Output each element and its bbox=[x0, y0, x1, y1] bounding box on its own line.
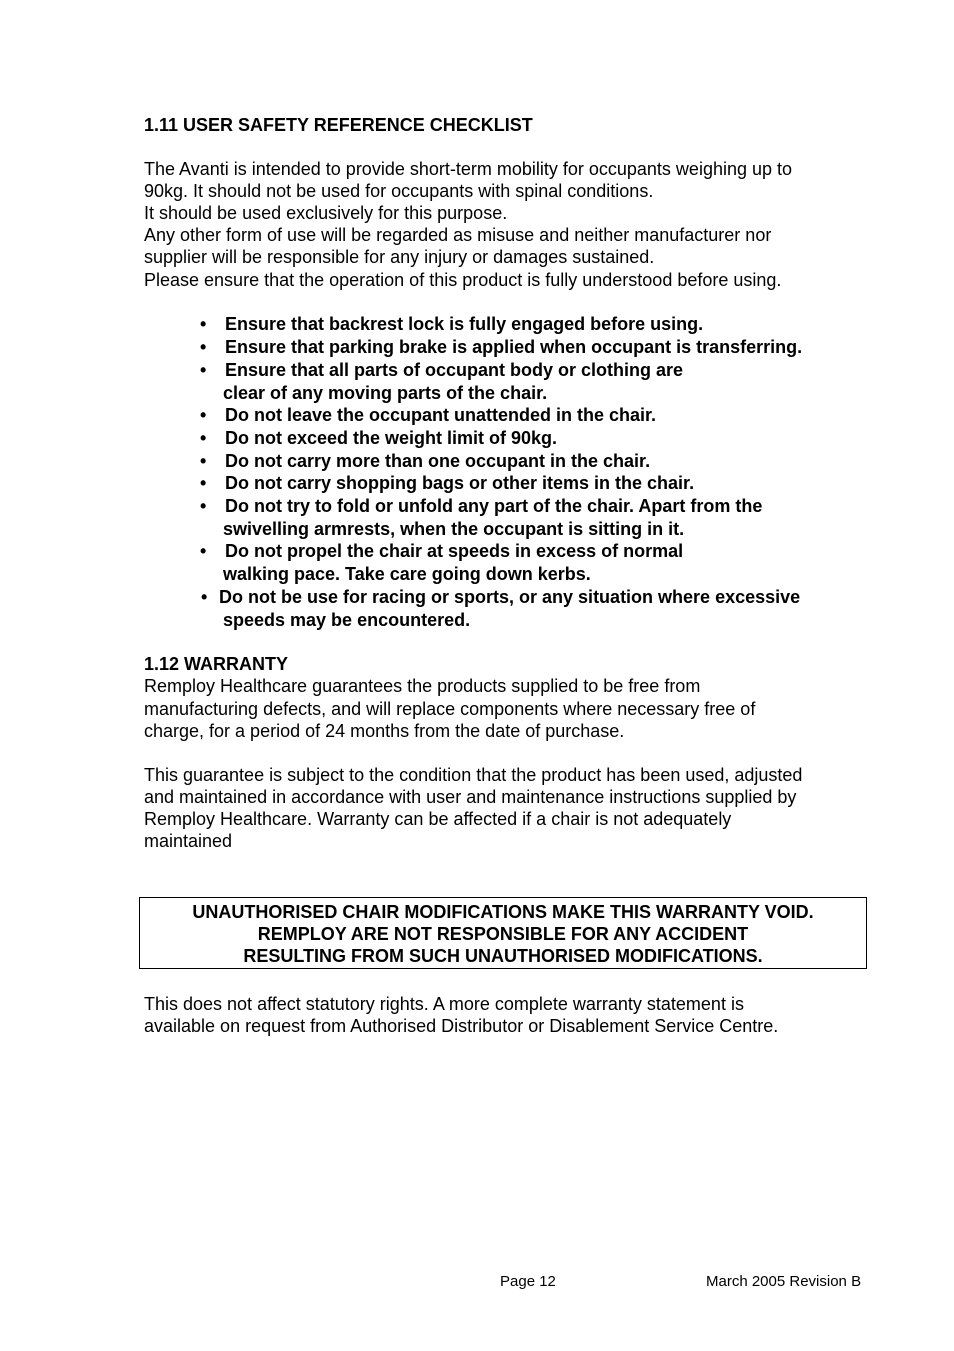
bullet-marker: • bbox=[200, 360, 207, 380]
intro-line: The Avanti is intended to provide short-term mobility for occupants weighing up to bbox=[144, 159, 793, 179]
page-number: Page 12 bbox=[500, 1273, 556, 1290]
checklist-item-continuation: speeds may be encountered. bbox=[223, 610, 471, 630]
revision-label: March 2005 Revision B bbox=[706, 1273, 862, 1290]
checklist-item: Do not carry more than one occupant in the chair. bbox=[225, 451, 651, 471]
intro-line: supplier will be responsible for any injury or damages sustained. bbox=[144, 247, 655, 267]
intro-line: Any other form of use will be regarded as misuse and neither manufacturer nor bbox=[144, 225, 772, 245]
intro-line: 90kg. It should not be used for occupants with spinal conditions. bbox=[144, 181, 654, 201]
bullet-marker: • bbox=[200, 451, 207, 471]
warranty-condition-line: maintained bbox=[144, 831, 233, 851]
bullet-marker: • bbox=[200, 473, 207, 493]
statutory-rights-line: This does not affect statutory rights. A more complete warranty statement is bbox=[144, 994, 744, 1014]
section-heading-safety-checklist: 1.11 USER SAFETY REFERENCE CHECKLIST bbox=[144, 115, 533, 135]
intro-line: Please ensure that the operation of this product is fully understood before using. bbox=[144, 270, 782, 290]
bullet-marker: • bbox=[200, 337, 207, 357]
notice-line: REMPLOY ARE NOT RESPONSIBLE FOR ANY ACCIDENT bbox=[257, 924, 749, 944]
bullet-marker: • bbox=[200, 428, 207, 448]
intro-line: It should be used exclusively for this purpose. bbox=[144, 203, 508, 223]
warranty-paragraph-line: Remploy Healthcare guarantees the products supplied to be free from bbox=[144, 676, 701, 696]
checklist-item: Do not exceed the weight limit of 90kg. bbox=[225, 428, 558, 448]
bullet-marker: • bbox=[200, 496, 207, 516]
bullet-marker: • bbox=[200, 541, 207, 561]
checklist-item: Ensure that all parts of occupant body or clothing are bbox=[225, 360, 684, 380]
warranty-condition-line: Remploy Healthcare. Warranty can be affected if a chair is not adequately bbox=[144, 809, 732, 829]
warranty-paragraph-line: manufacturing defects, and will replace components where necessary free of bbox=[144, 699, 756, 719]
checklist-item: Do not try to fold or unfold any part of the chair. Apart from the bbox=[225, 496, 763, 516]
checklist-item: Ensure that parking brake is applied when occupant is transferring. bbox=[225, 337, 803, 357]
checklist-item-continuation: swivelling armrests, when the occupant is sitting in it. bbox=[223, 519, 685, 539]
warranty-condition-line: and maintained in accordance with user and maintenance instructions supplied by bbox=[144, 787, 797, 807]
statutory-rights-line: available on request from Authorised Distributor or Disablement Service Centre. bbox=[144, 1016, 779, 1036]
bullet-marker: • bbox=[200, 405, 207, 425]
bullet-marker: • bbox=[200, 314, 207, 334]
checklist-item: Ensure that backrest lock is fully engaged before using. bbox=[225, 314, 704, 334]
checklist-item: Do not be use for racing or sports, or any situation where excessive bbox=[219, 587, 801, 607]
warranty-paragraph-line: charge, for a period of 24 months from the date of purchase. bbox=[144, 721, 625, 741]
bullet-marker: • bbox=[201, 587, 208, 607]
warranty-void-notice bbox=[139, 897, 867, 969]
checklist-item: Do not propel the chair at speeds in excess of normal bbox=[225, 541, 684, 561]
notice-line: UNAUTHORISED CHAIR MODIFICATIONS MAKE THIS WARRANTY VOID. bbox=[192, 902, 814, 922]
warranty-condition-line: This guarantee is subject to the condition that the product has been used, adjusted bbox=[144, 765, 803, 785]
checklist-item: Do not leave the occupant unattended in the chair. bbox=[225, 405, 657, 425]
notice-line: RESULTING FROM SUCH UNAUTHORISED MODIFICATIONS. bbox=[243, 946, 763, 966]
section-heading-warranty: 1.12 WARRANTY bbox=[144, 654, 289, 674]
checklist-item-continuation: walking pace. Take care going down kerbs. bbox=[223, 564, 591, 584]
checklist-item: Do not carry shopping bags or other items in the chair. bbox=[225, 473, 695, 493]
checklist-item-continuation: clear of any moving parts of the chair. bbox=[223, 383, 548, 403]
